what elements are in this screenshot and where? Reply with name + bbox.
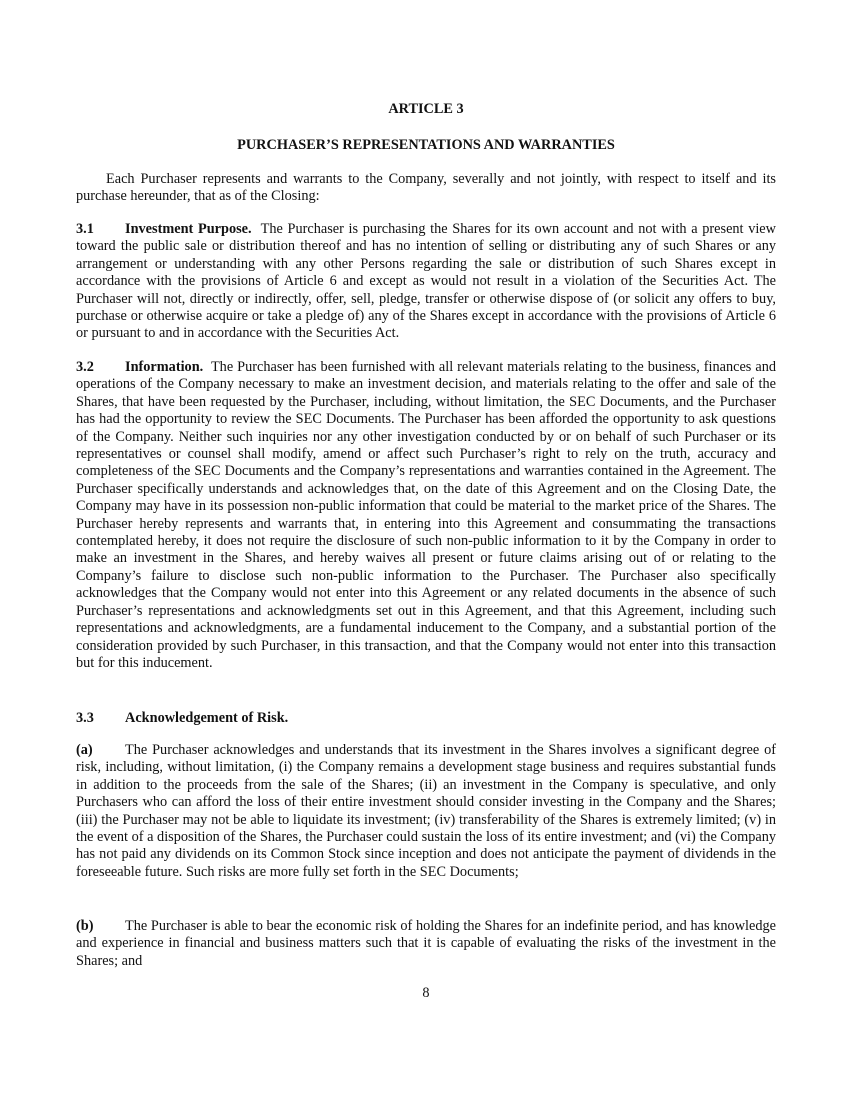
- subsection-label: (a): [76, 742, 93, 758]
- section-number: 3.3: [76, 710, 94, 726]
- subsection-body: The Purchaser is able to bear the economic risk of holding the Shares for an indefinite period, and has knowledge and experience in financial and business matters such that it is capable of evaluating the risks of the investment in the Shares; and: [76, 918, 776, 969]
- page-number: 8: [422, 985, 430, 1001]
- section-title: Acknowledgement of Risk.: [125, 710, 289, 726]
- article-title: ARTICLE 3: [388, 101, 464, 117]
- subsection-b: [76, 918, 776, 970]
- section-body: The Purchaser is purchasing the Shares for its own account and not with a present view toward the public sale or distribution thereof and has no intention of selling or distributing any of such Shares or any arrangement or understanding with any other Persons regarding the sale or distribution of such Shares except in accordance with the provisions of Article 6 and except as would not result in a violation of the Securities Act. The Purchaser will not, directly or indirectly, offer, sell, pledge, transfer or otherwise dispose of (or solicit any offers to buy, purchase or otherwise acquire or take a pledge of) any of the Shares except in accordance with the provisions of Article 6 or pursuant to and in accordance with the Securities Act.: [76, 221, 776, 342]
- subsection-body: The Purchaser acknowledges and understands that its investment in the Shares involves a significant degree of risk, including, without limitation, (i) the Company remains a development stage business and requires substantial funds in addition to the proceeds from the sale of the Shares; (ii) an investment in the Company is speculative, and only Purchasers who can afford the loss of their entire investment should consider investing in the Company and the Shares; (iii) the Purchaser may not be able to liquidate its investment; (iv) transferability of the Shares is extremely limited; (v) in the event of a disposition of the Shares, the Purchaser could sustain the loss of its entire investment; and (vi) the Company has not paid any dividends on its Common Stock since inception and does not anticipate the payment of dividends in the foreseeable future. Such risks are more fully set forth in the SEC Documents;: [76, 742, 776, 880]
- section-title: Investment Purpose.: [125, 221, 252, 237]
- section-number: 3.1: [76, 221, 94, 237]
- section-3-3: [76, 710, 776, 727]
- section-3-2: [76, 359, 776, 672]
- intro-paragraph: Each Purchaser represents and warrants to the Company, severally and not jointly, with respect to itself and its purchase hereunder, that as of the Closing:: [76, 171, 776, 205]
- section-number: 3.2: [76, 359, 94, 375]
- section-body: The Purchaser has been furnished with all relevant materials relating to the business, finances and operations of the Company necessary to make an investment decision, and materials relating to the offer and sale of the Shares, that have been requested by the Purchaser, including, without limitation, the SEC Documents, and the Purchaser has had the opportunity to review the SEC Documents. The Purchaser has been afforded the opportunity to ask questions of the Company. Neither such inquiries nor any other investigation conducted by or on behalf of such Purchaser or its representatives or counsel shall modify, amend or affect such Purchaser’s right to rely on the truth, accuracy and completeness of the SEC Documents and the Company’s representations and warranties contained in the Agreement. The Purchaser specifically understands and acknowledges that, on the date of this Agreement and on the Closing Date, the Company may have in its possession non-public information that could be material to the market price of the Shares. The Purchaser hereby represents and warrants that, in entering into this Agreement and consummating the transactions contemplated hereby, it does not require the disclosure of such non-public information to it by the Company in order to make an investment in the Shares, and hereby waives all present or future claims arising out of or relating to the Company’s failure to disclose such non-public information to the Purchaser. The Purchaser also specifically acknowledges that the Company would not enter into this Agreement or any related documents in the absence of such Purchaser’s representations and acknowledgments set out in this Agreement, and that this Agreement, including such representations and acknowledgments, are a fundamental inducement to the Company, and a substantial portion of the consideration provided by such Purchaser, in this transaction, and that the Company would not enter into this transaction but for this inducement.: [76, 359, 776, 671]
- section-title: Information.: [125, 359, 204, 375]
- section-3-1: [76, 221, 776, 343]
- subsection-a: [76, 742, 776, 881]
- subsection-label: (b): [76, 918, 94, 934]
- section-heading: PURCHASER’S REPRESENTATIONS AND WARRANTIES: [237, 137, 615, 153]
